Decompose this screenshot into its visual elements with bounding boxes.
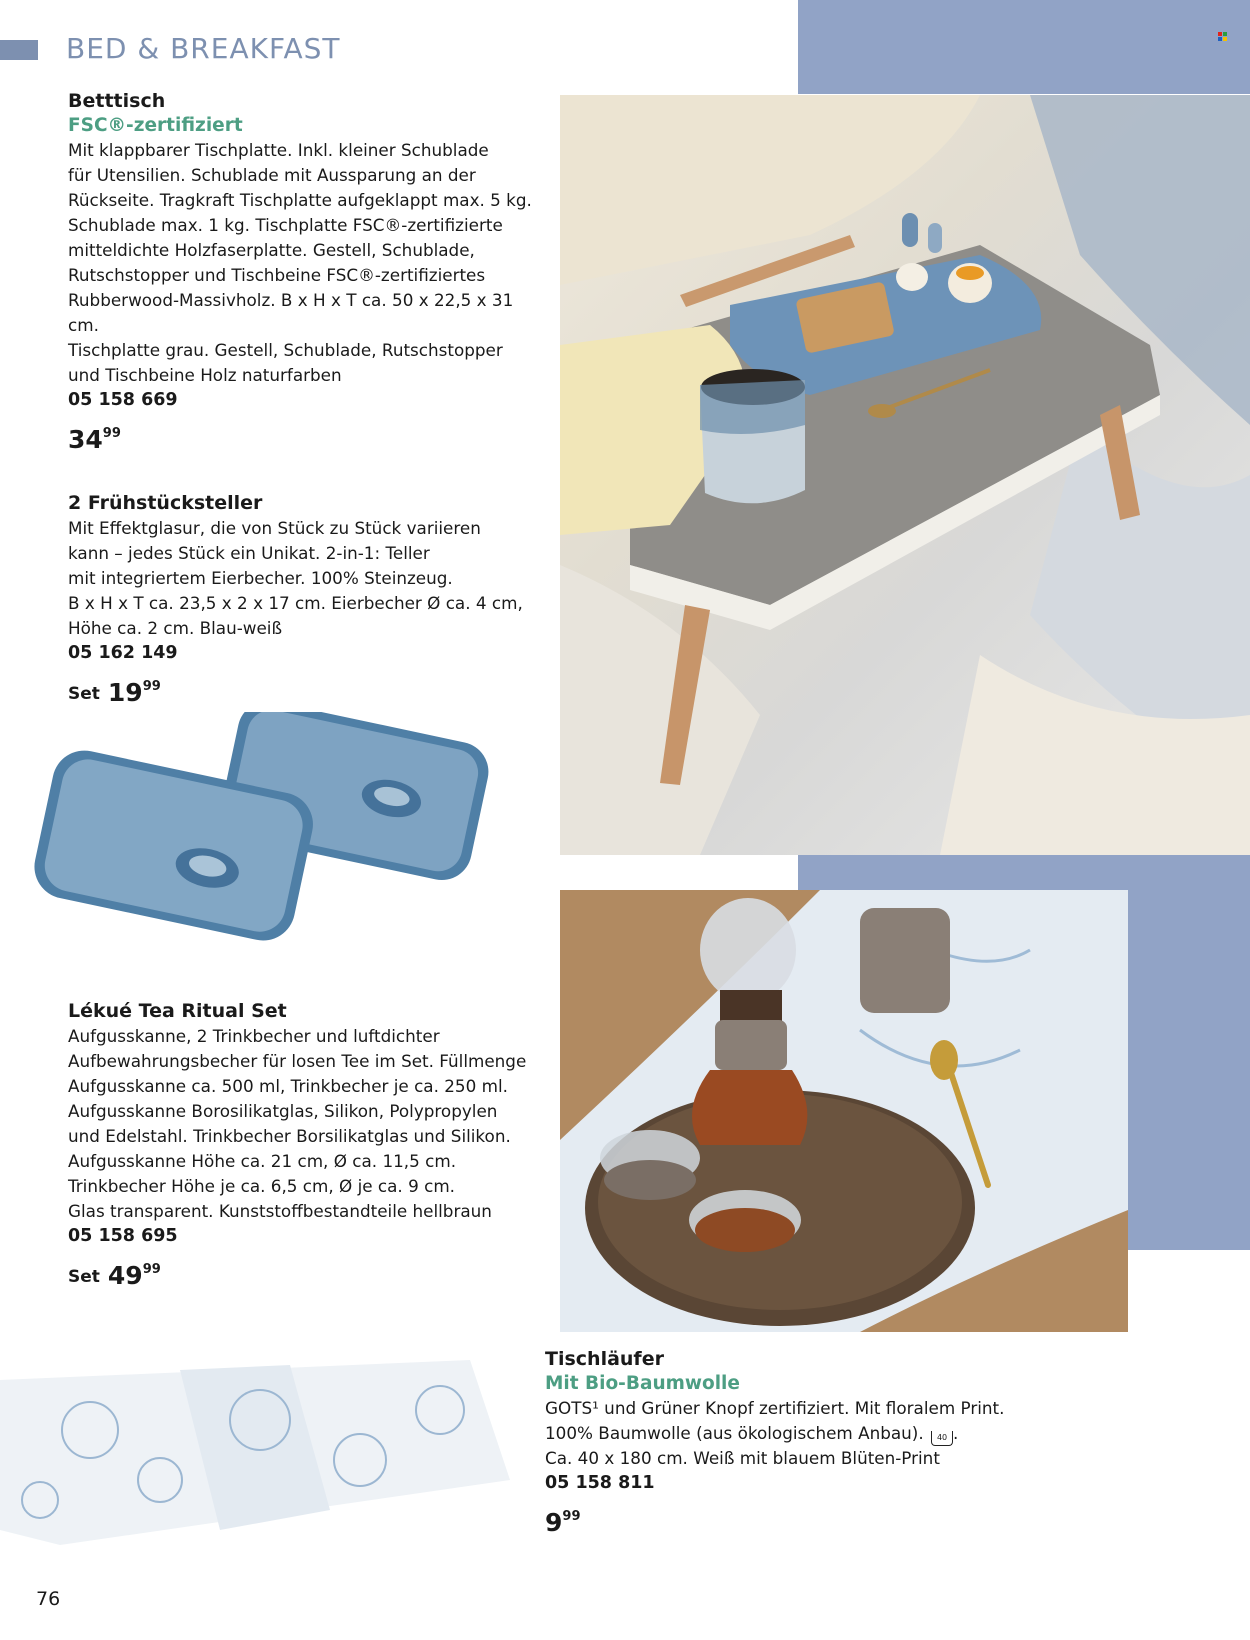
price-euros: 19 <box>107 678 143 707</box>
price-euros: 49 <box>107 1261 143 1290</box>
product-tea-ritual-set <box>68 998 538 1294</box>
product-tischlaeufer <box>545 1346 1145 1541</box>
section-title: BED & BREAKFAST <box>66 32 341 65</box>
price-euros: 34 <box>68 425 103 454</box>
price-prefix: Set <box>68 684 100 704</box>
product-description: Mit klappbarer Tischplatte. Inkl. kleiner Schublade für Utensilien. Schublade mit Aussparung an der Rückseite. Tragkraft Tischplatte aufgeklappt max. 5 kg. Schublade max. 1 kg. Tischplatte FSC®-zertifizierte mitteldichte Holzfaserplatte. Gestell, Schublade, Rutschstopper und Tischbeine FSC®-zertifiziertes Rubberwood-Massivholz. B x H x T ca. 50 x 22,5 x 31 cm. Tischplatte grau. Gestell, Schublade, Rutschstopper und Tischbeine Holz naturfarben <box>68 140 532 385</box>
brand-dots-icon <box>1218 32 1228 42</box>
product-title: 2 Frühstücksteller <box>68 492 263 514</box>
article-number: 05 158 695 <box>68 1226 178 1246</box>
product-subtitle: FSC®-zertifiziert <box>68 115 243 136</box>
table-runner-photo <box>0 1360 520 1545</box>
price <box>68 1255 538 1294</box>
bed-tray-photo <box>560 95 1250 855</box>
product-title: Betttisch <box>68 90 166 112</box>
product-subtitle: Mit Bio-Baumwolle <box>545 1373 740 1394</box>
product-description: Mit Effektglasur, die von Stück zu Stück variieren kann – jedes Stück ein Unikat. 2-in-1: Teller mit integriertem Eierbecher. 100% Steinzeug. B x H x T ca. 23,5 x 2 x 17 cm. Eierbecher Ø ca. 4 cm, Höhe ca. 2 cm. Blau-weiß <box>68 518 523 638</box>
product-description-line-2: 100% Baumwolle (aus ökologischem Anbau). 40 . <box>545 1421 1145 1446</box>
price-cents: 99 <box>102 426 121 441</box>
product-betttisch <box>68 88 538 458</box>
tea-set-photo <box>560 890 1128 1332</box>
price <box>68 419 538 458</box>
price-cents: 99 <box>562 1509 581 1524</box>
product-description-line-1: GOTS¹ und Grüner Knopf zertifiziert. Mit floralem Print. <box>545 1398 1005 1418</box>
article-number: 05 158 669 <box>68 390 178 410</box>
breakfast-plates-photo <box>30 712 490 962</box>
page-number: 76 <box>36 1588 61 1610</box>
product-description-line-3: Ca. 40 x 180 cm. Weiß mit blauem Blüten-Print <box>545 1448 940 1468</box>
price-cents: 99 <box>142 1262 161 1277</box>
product-fruehstuecksteller <box>68 490 538 711</box>
product-title: Tischläufer <box>545 1348 664 1370</box>
product-description: Aufgusskanne, 2 Trinkbecher und luftdichter Aufbewahrungsbecher für losen Tee im Set. Füllmenge Aufgusskanne ca. 500 ml, Trinkbecher je ca. 250 ml. Aufgusskanne Borosilikatglas, Silikon, Polypropylen und Edelstahl. Trinkbecher Borsilikatglas und Silikon. Aufgusskanne Höhe ca. 21 cm, Ø ca. 11,5 cm. Trinkbecher Höhe je ca. 6,5 cm, Ø je ca. 9 cm. Glas transparent. Kunststoffbestandteile hellbraun <box>68 1026 527 1221</box>
price-euros: 9 <box>545 1508 563 1537</box>
price <box>545 1502 1145 1541</box>
article-number: 05 162 149 <box>68 643 178 663</box>
product-title: Lékué Tea Ritual Set <box>68 1000 287 1022</box>
article-number: 05 158 811 <box>545 1473 655 1493</box>
section-color-bar <box>0 40 38 60</box>
price-cents: 99 <box>142 679 161 694</box>
decorative-blue-block-top <box>798 0 1250 94</box>
price-prefix: Set <box>68 1267 100 1287</box>
wash-care-icon: 40 <box>931 1431 953 1446</box>
price <box>68 672 538 711</box>
